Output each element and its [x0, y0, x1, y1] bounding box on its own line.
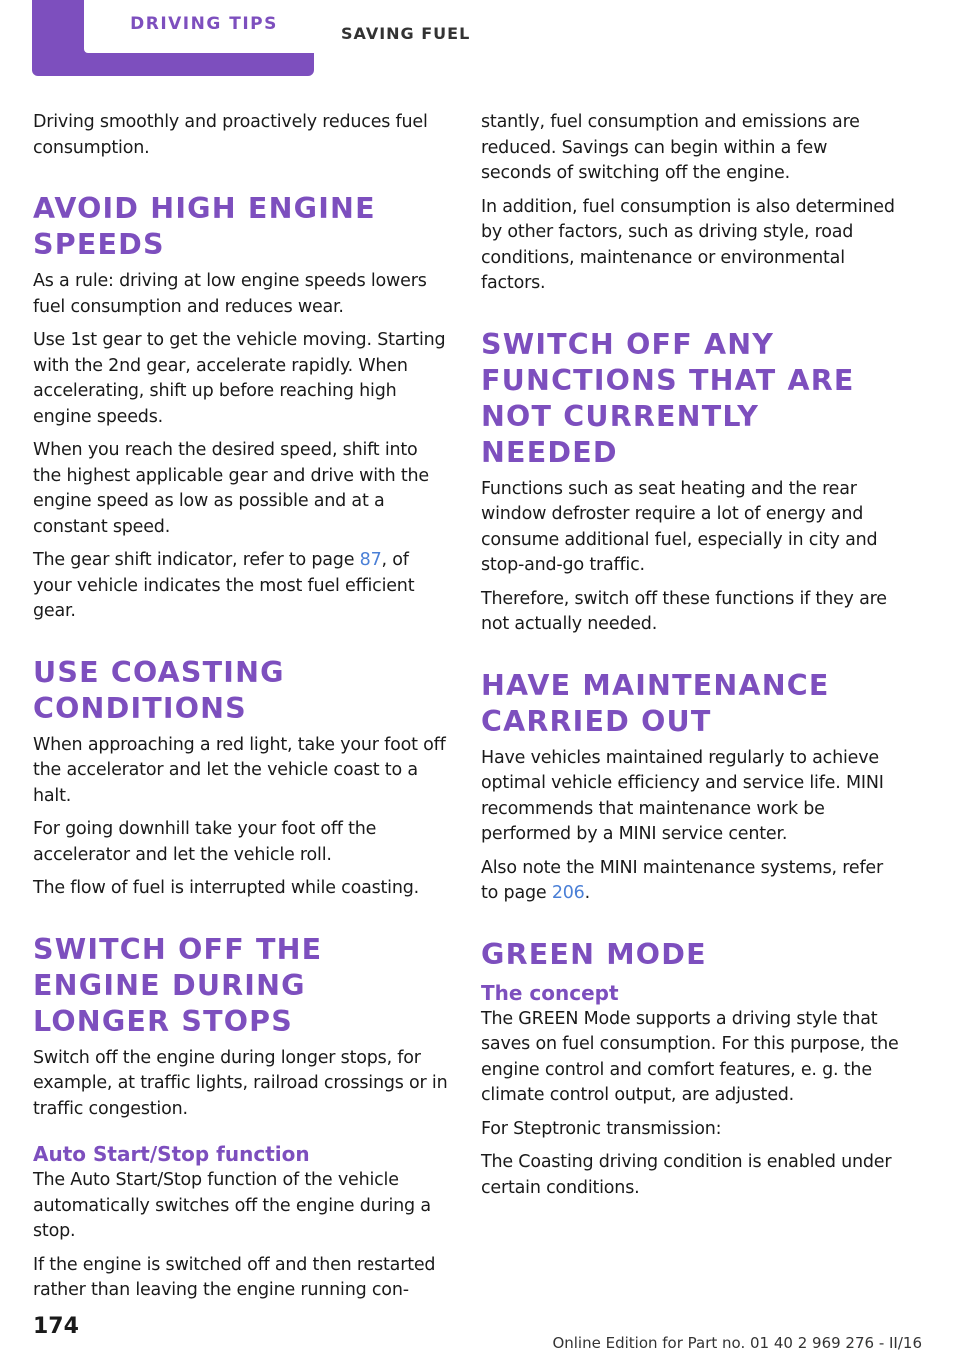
paragraph: As a rule: driving at low engine speeds lowers fuel consumption and reduces wear.: [33, 271, 427, 317]
heading-switch-off-engine: SWITCH OFF THE ENGINE DURING LONGER STOPS: [33, 932, 323, 1038]
right-column: [481, 110, 901, 1209]
subheading-auto-start-stop: Auto Start/Stop function: [33, 1142, 310, 1166]
paragraph: In addition, fuel consumption is also determined by other factors, such as driving style, road conditions, maintenance or environmental factors.: [481, 196, 895, 293]
text: The gear shift indicator, refer to page: [33, 550, 360, 570]
section-title: SAVING FUEL: [341, 24, 471, 43]
paragraph: Have vehicles maintained regularly to achieve optimal vehicle efficiency and service life. MINI recommends that maintenance work be performed by a MINI service center.: [481, 747, 884, 844]
paragraph-gear-shift: [33, 548, 449, 625]
heading-avoid-high-engine-speeds: AVOID HIGH ENGINE SPEEDS: [33, 192, 376, 261]
page-number: 174: [33, 1314, 79, 1339]
page-link-206[interactable]: 206: [551, 883, 585, 903]
text: .: [584, 883, 590, 903]
paragraph: The GREEN Mode supports a driving style that saves on fuel consumption. For this purpose, the engine control and comfort features, e. g. the climate control output, are adjusted.: [481, 1008, 899, 1105]
paragraph: Therefore, switch off these functions if they are not actually needed.: [481, 588, 887, 634]
page-link-87[interactable]: 87: [359, 550, 382, 570]
text: Also note the MINI maintenance systems, refer to page: [481, 857, 883, 903]
left-column: [33, 110, 449, 1312]
paragraph: The flow of fuel is interrupted while coasting.: [33, 878, 420, 898]
paragraph: When you reach the desired speed, shift into the highest applicable gear and drive with the engine speed as low as possible and at a constant speed.: [33, 440, 429, 537]
paragraph-maintenance-systems: [481, 856, 901, 907]
paragraph: Switch off the engine during longer stops, for example, at traffic lights, railroad crossings or in traffic congestion.: [33, 1047, 448, 1119]
chapter-tab: [32, 0, 314, 76]
paragraph: If the engine is switched off and then restarted rather than leaving the engine running con-: [33, 1254, 436, 1300]
paragraph: For Steptronic transmission:: [481, 1118, 722, 1139]
heading-switch-off-functions: SWITCH OFF ANY FUNCTIONS THAT ARE NOT CURRENTLY NEEDED: [481, 327, 855, 469]
paragraph: The Coasting driving condition is enabled under certain conditions.: [481, 1152, 892, 1198]
paragraph: The Auto Start/Stop function of the vehicle automatically switches off the engine during a stop.: [33, 1170, 431, 1241]
heading-green-mode: GREEN MODE: [481, 937, 707, 971]
paragraph: When approaching a red light, take your foot off the accelerator and let the vehicle coast to a halt.: [33, 734, 446, 806]
heading-maintenance: HAVE MAINTENANCE CARRIED OUT: [481, 668, 830, 738]
paragraph: Functions such as seat heating and the rear window defroster require a lot of energy and consume additional fuel, especially in city and stop-and-go traffic.: [481, 478, 878, 575]
subheading-the-concept: The concept: [481, 980, 619, 1005]
edition-footer: Online Edition for Part no. 01 40 2 969 276 - II/16: [552, 1334, 922, 1352]
chapter-title: DRIVING TIPS: [84, 0, 324, 53]
paragraph: For going downhill take your foot off the accelerator and let the vehicle roll.: [33, 819, 377, 865]
heading-use-coasting-conditions: USE COASTING CONDITIONS: [33, 655, 285, 725]
intro-paragraph: Driving smoothly and proactively reduces fuel consumption.: [33, 112, 428, 158]
text: , of your vehicle indicates the most fuel efficient gear.: [33, 550, 415, 621]
paragraph: stantly, fuel consumption and emissions are reduced. Savings can begin within a few seconds of switching off the engine.: [481, 112, 860, 183]
paragraph: Use 1st gear to get the vehicle moving. Starting with the 2nd gear, accelerate rapidly. When accelerating, shift up before reaching high engine speeds.: [33, 330, 446, 427]
